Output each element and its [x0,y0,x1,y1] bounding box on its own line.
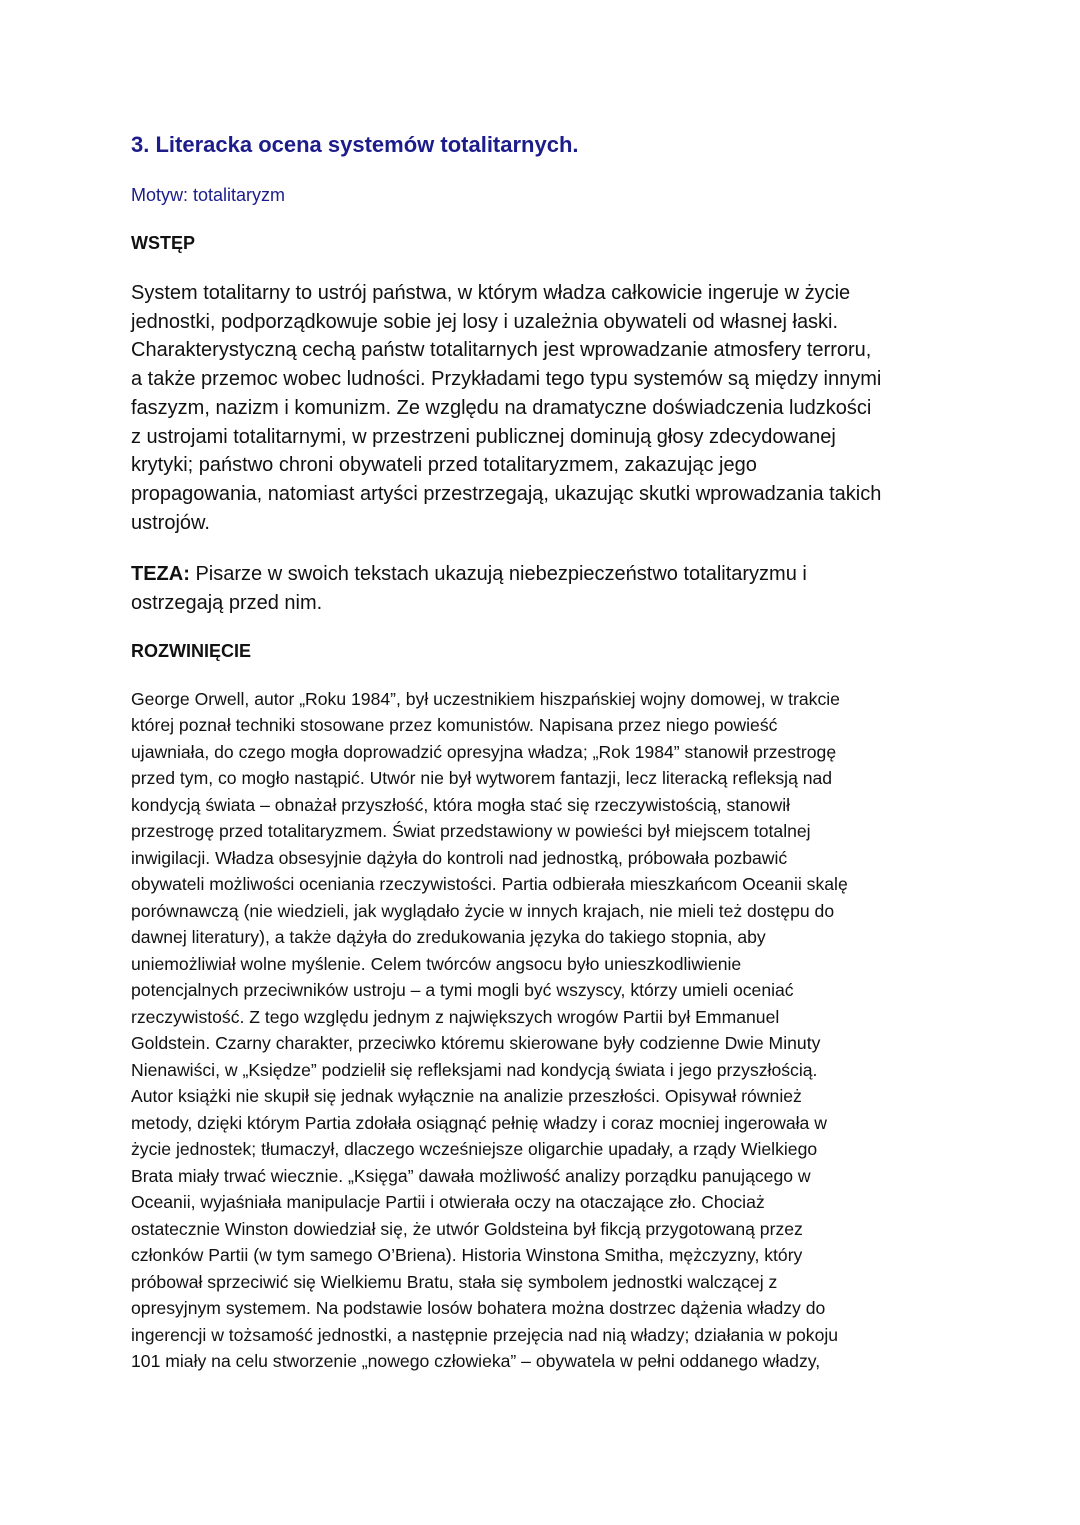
text-line: uniemożliwiał wolne myślenie. Celem twórców angsocu było unieszkodliwienie [131,953,742,974]
text-line: opresyjnym systemem. Na podstawie losów bohatera można dostrzec dążenia władzy do [131,1298,826,1319]
text-line: kondycją świata – obnażał przyszłość, która mogła stać się rzeczywistością, stanowił [131,794,791,815]
text-line: przed tym, co mogło nastąpić. Utwór nie był wytworem fantazji, lecz literacką refleksją nad [131,768,833,789]
thesis-paragraph [131,560,807,617]
text-line: propagowania, natomiast artyści przestrzegają, ukazując skutki wprowadzania takich [131,482,882,505]
text-line: Oceanii, wyjaśniała manipulacje Partii i otwierała oczy na otaczające zło. Chociaż [131,1192,765,1213]
text-line: a także przemoc wobec ludności. Przykładami tego typu systemów są między innymi [131,368,882,391]
text-line: inwigilacji. Władza obsesyjnie dążyła do kontroli nad jednostką, próbowała pozbawić [131,847,788,868]
text-line: członków Partii (w tym samego O’Briena). Historia Winstona Smitha, mężczyzny, który [131,1245,803,1266]
text-line: jednostki, podporządkowuje sobie jej losy i uzależnia obywateli od własnej łaski. [131,310,839,333]
text-line: ujawniała, do czego mogła doprowadzić opresyjna władza; „Rok 1984” stanowił przestrogę [131,741,837,762]
text-line: ustrojów. [131,511,210,534]
text-line: porównawczą (nie wiedzieli, jak wyglądało życie w innych krajach, nie mieli też dostępu do [131,900,835,921]
text-line: próbował sprzeciwić się Wielkiemu Bratu, stała się symbolem jednostki walczącej z [131,1271,778,1292]
text-line: George Orwell, autor „Roku 1984”, był uczestnikiem hiszpańskiej wojny domowej, w trakcie [131,689,840,709]
text-line: Brata miały trwać wiecznie. „Księga” dawała możliwość analizy porządku panującego w [131,1165,811,1186]
text-line: System totalitarny to ustrój państwa, w którym władza całkowicie ingeruje w życie [131,282,851,304]
text-line: dawnej literatury), a także dążyła do zredukowania języka do takiego stopnia, aby [131,927,766,948]
text-line: potencjalnych przeciwników ustroju – a tymi mogli być wszyscy, którzy umieli oceniać [131,980,794,1001]
text-line: życie jednostek; tłumaczył, dlaczego wcześniejsze oligarchie upadały, a rządy Wielkiego [131,1139,818,1160]
text-line: faszyzm, nazizm i komunizm. Ze względu na dramatyczne doświadczenia ludzkości [131,396,872,419]
text-line: krytyki; państwo chroni obywateli przed totalitaryzmem, zakazując jego [131,454,757,477]
intro-paragraph [131,279,881,537]
text-line: Goldstein. Czarny charakter, przeciwko któremu skierowane były codzienne Dwie Minuty [131,1033,821,1054]
text-line: 101 miały na celu stworzenie „nowego człowieka” – obywatela w pełni oddanego władzy, [131,1351,821,1372]
text-line: rzeczywistość. Z tego względu jednym z największych wrogów Partii był Emmanuel [131,1006,780,1027]
thesis-line [131,560,807,589]
text-line: obywateli możliwości oceniania rzeczywistości. Partia odbierała mieszkańcom Oceanii skalę [131,874,848,895]
text-line: Charakterystyczną cechą państw totalitarnych jest wprowadzanie atmosfery terroru, [131,339,872,362]
motif-label: Motyw: totalitaryzm [131,185,286,205]
text-line: Autor książki nie skupił się jednak wyłącznie na analizie przeszłości. Opisywał również [131,1086,802,1107]
thesis-line: ostrzegają przed nim. [131,591,323,614]
development-paragraph [131,686,848,1375]
thesis-label: TEZA: [131,563,190,585]
thesis-text: Pisarze w swoich tekstach ukazują niebezpieczeństwo totalitaryzmu i [189,563,807,585]
development-heading: ROZWINIĘCIE [131,641,251,661]
text-line: metody, dzięki którym Partia zdołała osiągnąć pełnię władzy i coraz mocniej ingerowała w [131,1112,827,1133]
text-line: której poznał techniki stosowane przez komunistów. Napisana przez niego powieść [131,715,778,736]
text-line: przestrogę przed totalitaryzmem. Świat przedstawiony w powieści był miejscem totalnej [131,821,811,842]
text-line: z ustrojami totalitarnymi, w przestrzeni publicznej dominują głosy zdecydowanej [131,425,836,448]
intro-heading: WSTĘP [131,233,196,253]
document-title: 3. Literacka ocena systemów totalitarnych. [131,132,579,157]
text-line: ostatecznie Winston dowiedział się, że utwór Goldsteina był fikcją przygotowaną przez [131,1218,803,1239]
text-line: ingerencji w tożsamość jednostki, a następnie przejęcia nad nią władzy; działania w pokoju [131,1324,839,1345]
text-line: Nienawiści, w „Księdze” podzielił się refleksjami nad kondycją świata i jego przyszłością. [131,1059,818,1080]
